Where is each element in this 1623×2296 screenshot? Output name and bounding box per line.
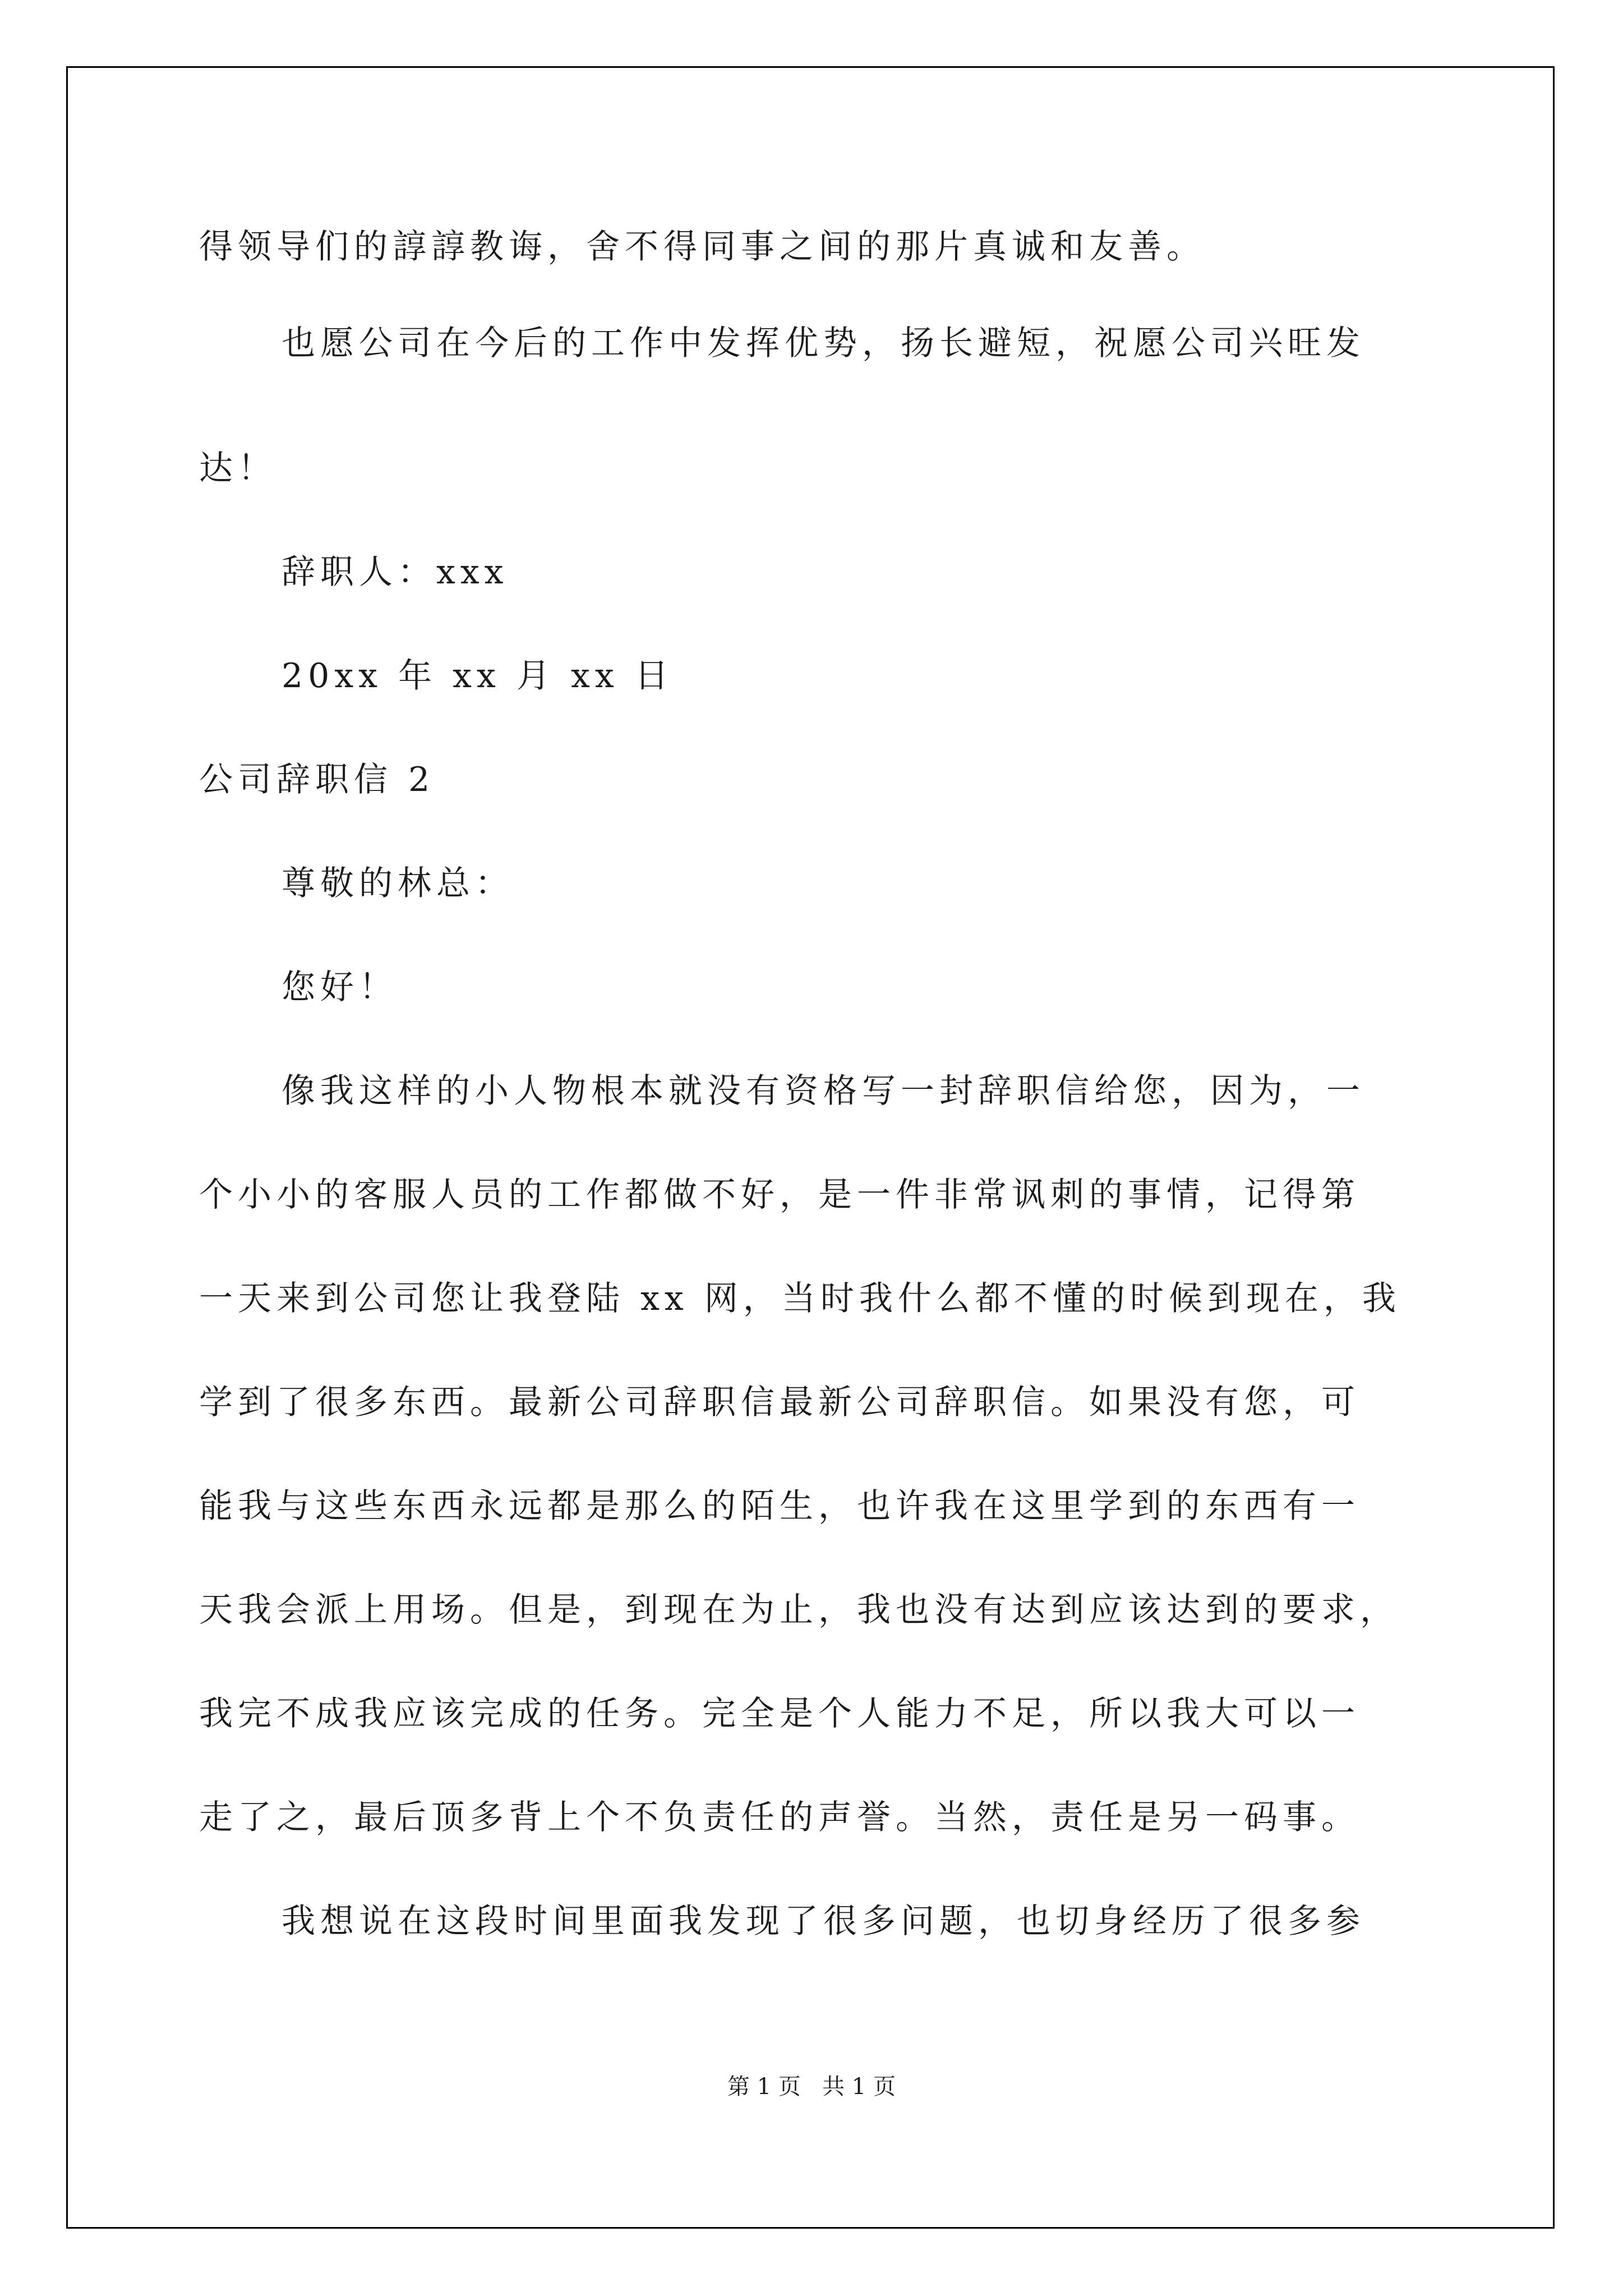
text-line-11: 一天来到公司您让我登陆 xx 网，当时我什么都不懂的时候到现在，我 xyxy=(199,1279,1401,1318)
text-line-13: 能我与这些东西永远都是那么的陌生，也许我在这里学到的东西有一 xyxy=(199,1487,1360,1526)
text-line-9: 像我这样的小人物根本就没有资格写一封辞职信给您，因为，一 xyxy=(282,1071,1365,1111)
date-line: 20xx 年 xx 月 xx 日 xyxy=(282,656,674,696)
text-line-3: 达！ xyxy=(199,449,276,488)
text-line-10: 个小小的客服人员的工作都做不好，是一件非常讽刺的事情，记得第 xyxy=(199,1175,1360,1214)
text-line-1: 得领导们的諄諄教诲，舍不得同事之间的那片真诚和友善。 xyxy=(199,227,1205,266)
text-line-2: 也愿公司在今后的工作中发挥优势，扬长避短，祝愿公司兴旺发 xyxy=(282,324,1365,363)
text-line-16: 走了之，最后顶多背上个不负责任的声誉。当然，责任是另一码事。 xyxy=(199,1798,1360,1837)
signature-line: 辞职人：xxx xyxy=(282,553,509,592)
text-line-12: 学到了很多东西。最新公司辞职信最新公司辞职信。如果没有您，可 xyxy=(199,1383,1360,1422)
text-line-14: 天我会派上用场。但是，到现在为止，我也没有达到应该达到的要求， xyxy=(199,1590,1399,1630)
section-title: 公司辞职信 2 xyxy=(199,760,435,799)
salutation: 尊敬的林总： xyxy=(282,864,514,903)
page-number-footer: 第 1 页 共 1 页 xyxy=(727,2074,896,2100)
text-line-15: 我完不成我应该完成的任务。完全是个人能力不足，所以我大可以一 xyxy=(199,1694,1360,1733)
greeting: 您好！ xyxy=(282,968,398,1007)
text-line-17: 我想说在这段时间里面我发现了很多问题，也切身经历了很多参 xyxy=(282,1902,1365,1941)
